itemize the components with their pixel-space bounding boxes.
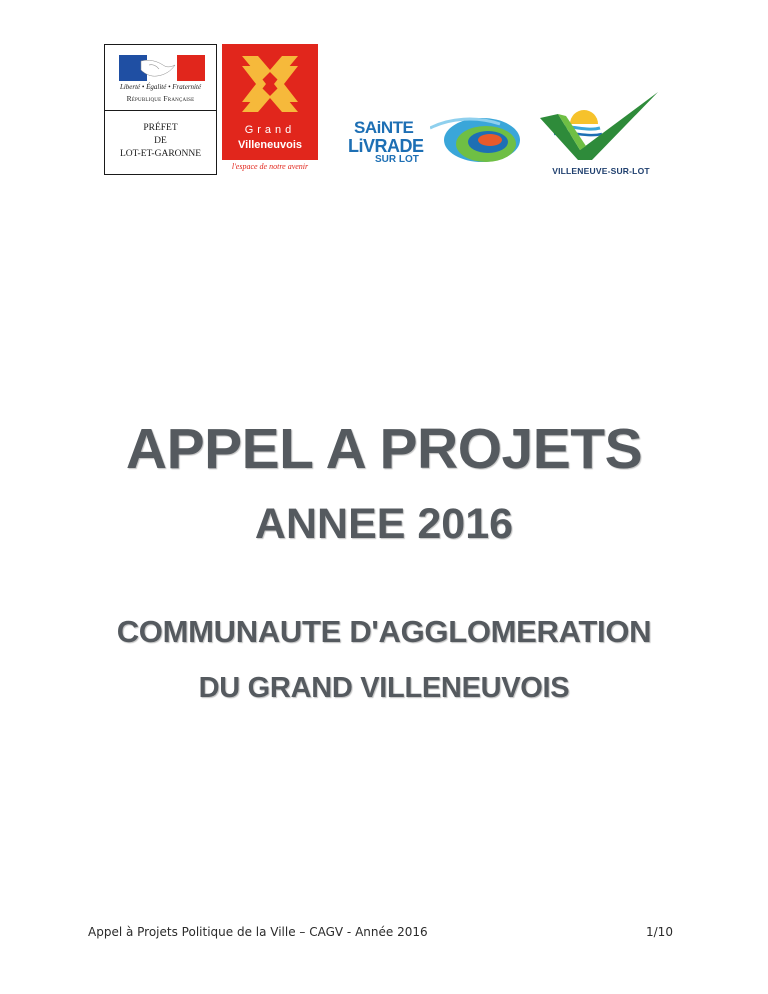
grand-villeneuvois-name: Villeneuvois (238, 139, 302, 151)
grand-villeneuvois-grand: Grand (244, 124, 296, 136)
sainte-livrade-line-1: SAiNTE (354, 118, 414, 137)
marianne-flag-icon (119, 55, 205, 81)
main-title: APPEL A PROJETS (125, 417, 643, 481)
prefet-logo-header (105, 45, 216, 111)
prefet-line-3: LOT-ET-GARONNE (119, 149, 202, 159)
prefet-line-1: PRÉFET (143, 123, 178, 133)
prefet-logo (104, 44, 217, 175)
subtitle-line-1: COMMUNAUTE D'AGGLOMERATION (116, 614, 652, 649)
sainte-livrade-line-2: LiVRADE (348, 136, 424, 156)
villeneuve-sur-lot-name: VILLENEUVE-SUR-LOT (552, 166, 650, 176)
grand-villeneuvois-tagline: l'espace de notre avenir (231, 162, 309, 171)
devise-text: Liberté • Égalité • Fraternité (119, 83, 202, 91)
page-number: 1/10 (646, 925, 673, 939)
villeneuve-sur-lot-logo (536, 90, 666, 182)
prefet-line-2: DE (154, 136, 167, 146)
republique-text: République Française (126, 94, 195, 103)
year-title: ANNEE 2016 (254, 500, 514, 548)
grand-villeneuvois-mark-icon (238, 52, 302, 116)
sainte-livrade-swoosh-icon (430, 114, 522, 168)
subtitle-line-2: DU GRAND VILLENEUVOIS (198, 672, 570, 704)
sainte-livrade-line-3: SUR LOT (375, 154, 419, 165)
villeneuve-checkmark-icon (536, 90, 666, 162)
grand-villeneuvois-logo (222, 44, 318, 176)
footer-text: Appel à Projets Politique de la Ville – CAGV - Année 2016 (88, 925, 428, 939)
prefet-title (105, 122, 216, 161)
sainte-livrade-logo (346, 110, 522, 170)
grand-villeneuvois-box (222, 44, 318, 160)
